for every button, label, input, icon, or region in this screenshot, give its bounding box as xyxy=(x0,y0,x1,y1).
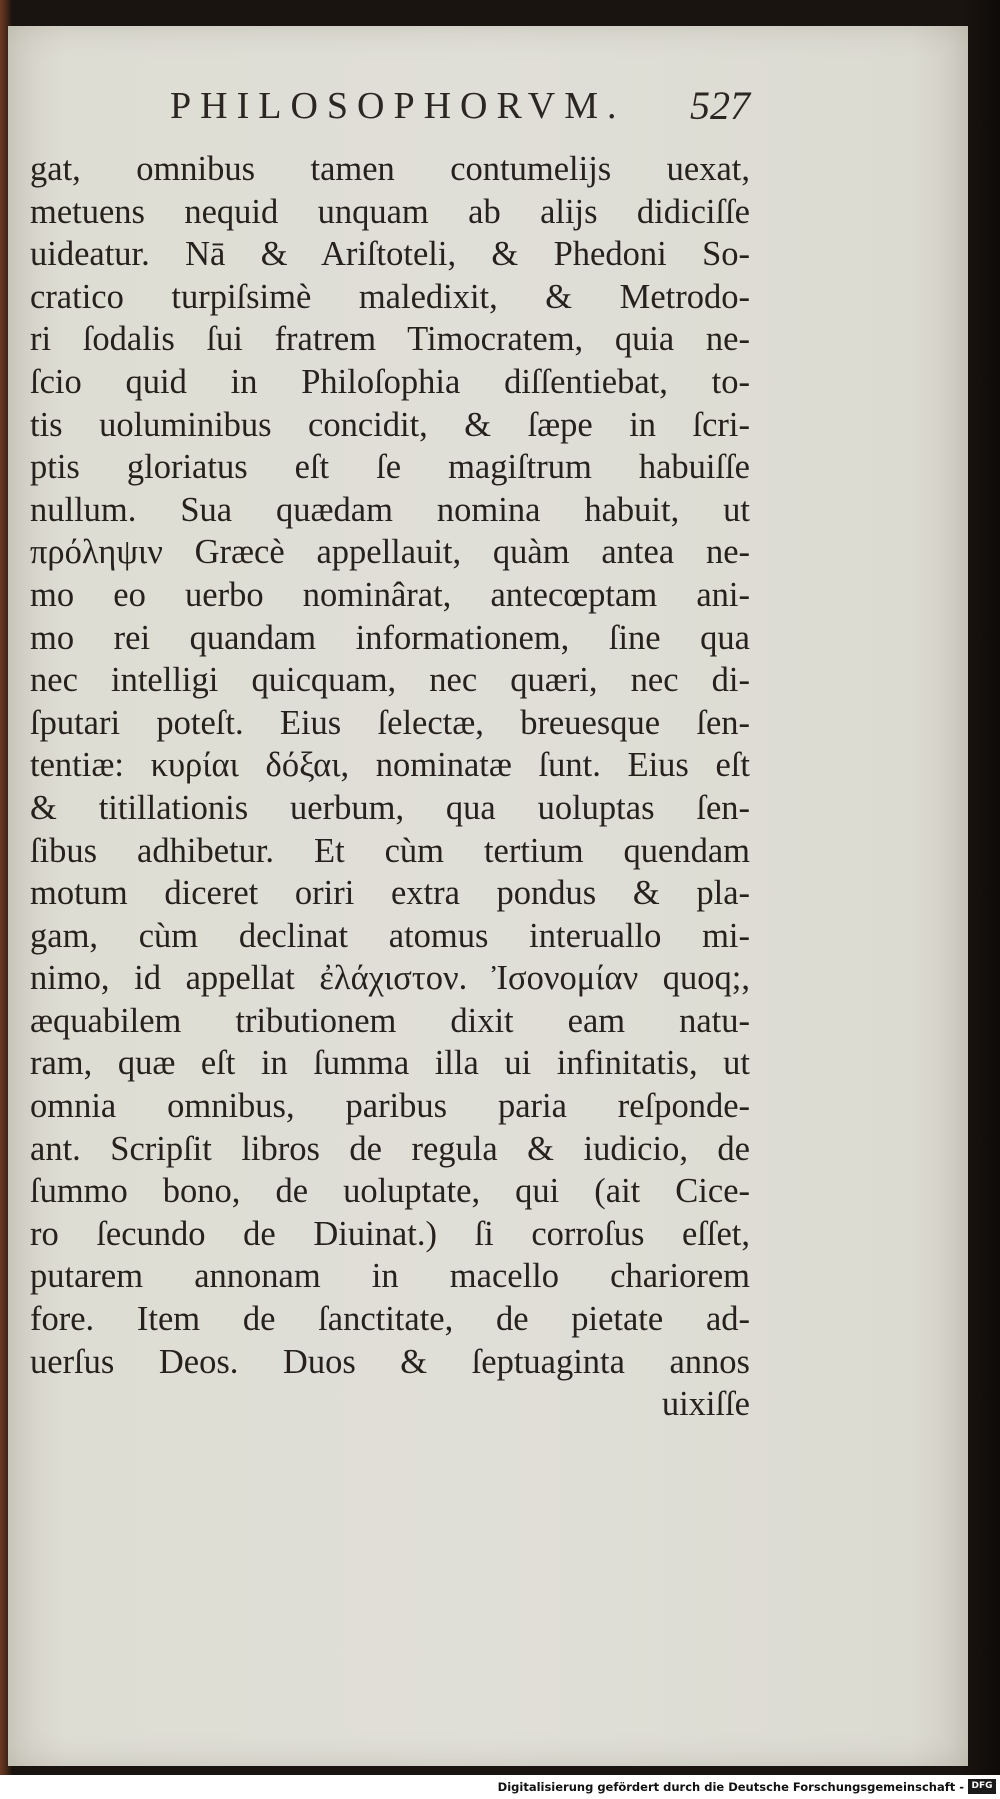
text-line: fore. Item de ſanctitate, de pietate ad- xyxy=(30,1300,750,1339)
text-line: ro ſecundo de Diuinat.) ſi corroſus eſſet, xyxy=(30,1214,750,1253)
text-line: gam, cùm declinat atomus interuallo mi- xyxy=(30,916,750,955)
text-line: gat, omnibus tamen contumelijs uexat, xyxy=(30,150,750,188)
footer-credit: Digitalisierung gefördert durch die Deutsche Forschungsgemeinschaft - xyxy=(497,1780,964,1794)
page-header xyxy=(160,76,760,136)
digitization-footer xyxy=(0,1775,1000,1799)
book-page xyxy=(8,26,968,1766)
text-line: & titillationis uerbum, qua uoluptas ſen- xyxy=(30,788,750,827)
body-text xyxy=(30,148,750,1426)
text-line: ram, quæ eſt in ſumma illa ui infinitatis, ut xyxy=(30,1044,750,1083)
text-line: omnia omnibus, paribus paria reſponde- xyxy=(30,1087,750,1126)
text-line: nec intelligi quicquam, nec quæri, nec di- xyxy=(30,661,750,700)
text-line: ſibus adhibetur. Et cùm tertium quendam xyxy=(30,831,750,870)
catchword: uixiſſe xyxy=(661,1385,750,1424)
text-line: putarem annonam in macello chariorem xyxy=(30,1257,750,1296)
text-line: ſcio quid in Philoſophia diſſentiebat, to- xyxy=(30,362,750,401)
text-line: mo rei quandam informationem, ſine qua xyxy=(30,618,750,657)
text-line: ſputari poteſt. Eius ſelectæ, breuesque ſen- xyxy=(30,703,750,742)
running-head: PHILOSOPHORVM. xyxy=(170,85,626,127)
text-line: uideatur. Nā & Ariſtoteli, & Phedoni So- xyxy=(30,235,750,274)
text-line: ri ſodalis ſui fratrem Timocratem, quia ne- xyxy=(30,320,750,359)
text-line: metuens nequid unquam ab alijs didiciſſe xyxy=(30,192,750,231)
text-line: motum diceret oriri extra pondus & pla- xyxy=(30,874,750,913)
text-line: uerſus Deos. Duos & ſeptuaginta annos xyxy=(30,1342,750,1381)
page-number: 527 xyxy=(690,83,750,128)
text-line: πρόληψιν Græcè appellauit, quàm antea ne- xyxy=(30,533,750,572)
text-line: ant. Scripſit libros de regula & iudicio, de xyxy=(30,1129,750,1168)
text-line: cratico turpiſsimè maledixit, & Metrodo- xyxy=(30,277,750,316)
text-line: ptis gloriatus eſt ſe magiſtrum habuiſſe xyxy=(30,448,750,487)
text-line: ſummo bono, de uoluptate, qui (ait Cice- xyxy=(30,1172,750,1211)
text-line: tis uoluminibus concidit, & ſæpe in ſcri- xyxy=(30,405,750,444)
text-line: nimo, id appellat ἐλάχιστον. Ἰσονομίαν quoq;, xyxy=(30,959,750,998)
text-line: tentiæ: κυρίαι δόξαι, nominatæ ſunt. Eius eſt xyxy=(30,746,750,785)
text-line: mo eo uerbo nominârat, antecœptam ani- xyxy=(30,575,750,614)
dfg-logo: DFG xyxy=(968,1779,996,1794)
text-line: nullum. Sua quædam nomina habuit, ut xyxy=(30,490,750,529)
text-line: æquabilem tributionem dixit eam natu- xyxy=(30,1001,750,1040)
